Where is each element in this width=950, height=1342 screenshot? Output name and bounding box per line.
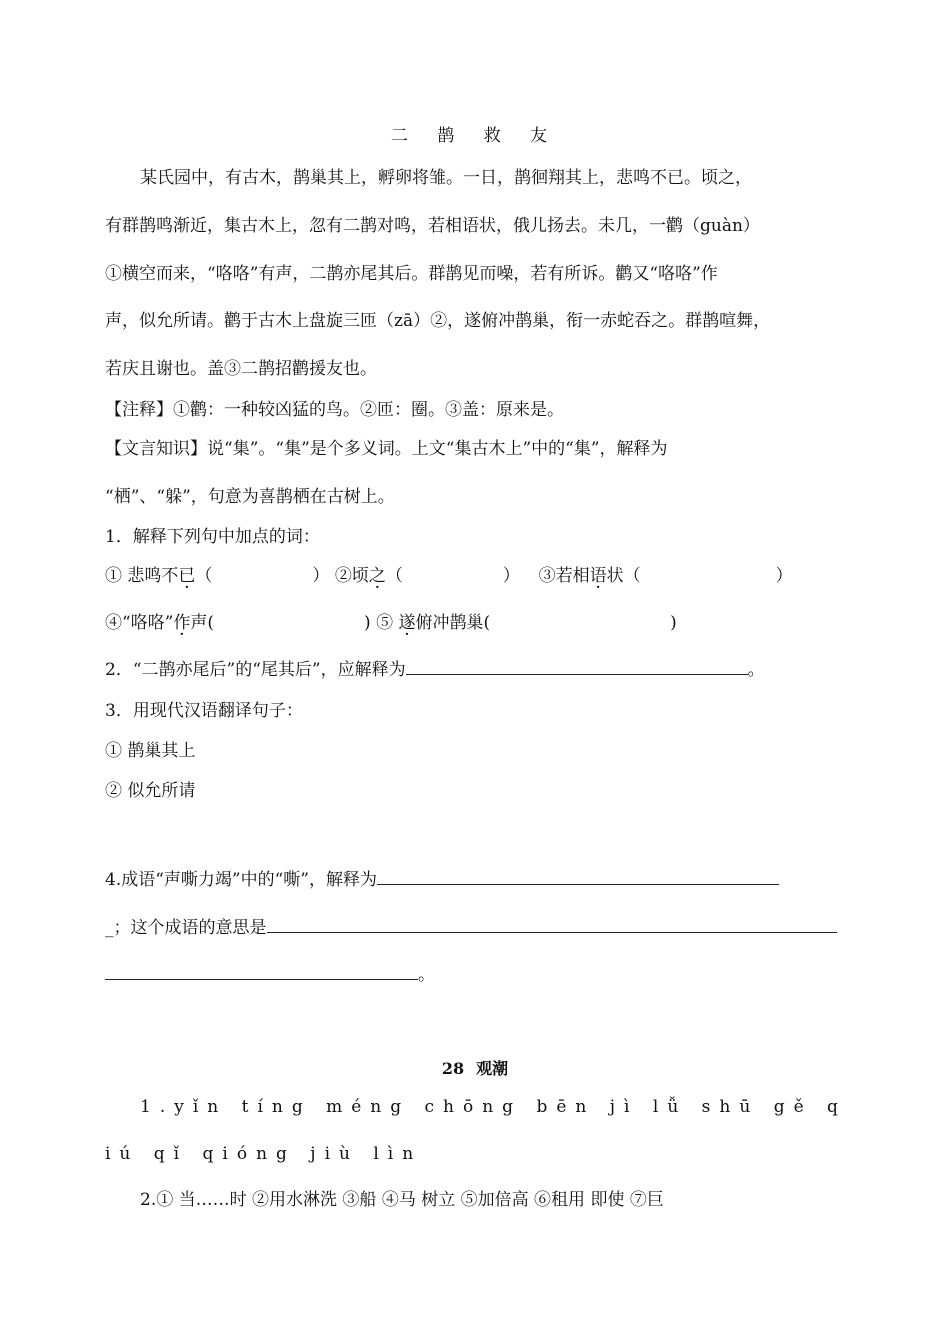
question-3-item-1: ① 鹊巢其上 — [105, 741, 196, 761]
q2-answer-blank[interactable] — [406, 658, 748, 675]
story-line-2: 有群鹊鸣渐近，集古木上，忽有二鹊对鸣，若相语状，俄儿扬去。未几，一鹳（guàn） — [105, 216, 760, 236]
question-3-prompt: 3．用现代汉语翻译句子： — [105, 701, 303, 721]
story-line-4: 声，似允所请。鹳于古木上盘旋三匝（zā）②，遂俯冲鹊巢，衔一赤蛇吞之。群鹊喧舞， — [105, 311, 771, 331]
notes: 【注释】①鹳：一种较凶猛的鸟。②匝：圈。③盖：原来是。 — [105, 400, 564, 420]
answer-1-line-1: 1.yǐn tíng méng chōng bēn jì lǚ shū gě q — [140, 1097, 847, 1117]
question-3-item-2: ② 似允所请 — [105, 781, 196, 801]
question-1-row-2 — [105, 608, 677, 633]
answers-title: 28 观潮 — [441, 1059, 509, 1078]
knowledge-line-1: 【文言知识】说“集”。“集”是个多义词。上文“集古木上”中的“集”，解释为 — [105, 439, 668, 459]
q4-answer-blank-2[interactable] — [267, 916, 837, 933]
question-2: 2．“二鹊亦尾后”的“尾其后”，应解释为 。 — [105, 660, 765, 680]
question-4: 4.成语“声嘶力竭”中的“嘶”，解释为 — [105, 865, 779, 890]
story-line-5: 若庆且谢也。盖③二鹊招鹳援友也。 — [105, 359, 377, 379]
question-1-row-1 — [105, 561, 793, 586]
answer-2: 2.① 当……时 ②用水淋洗 ③船 ④马 树立 ⑤加倍高 ⑥租用 即使 ⑦巨 — [140, 1190, 664, 1210]
q4-answer-blank-3[interactable] — [105, 963, 418, 980]
story-title: 二 鹊 救 友 — [390, 126, 560, 146]
q4-answer-blank-1[interactable] — [377, 868, 779, 885]
q1-item-d: ④“咯咯”作声( ) — [105, 613, 371, 633]
q1-item-a: ① 悲鸣不已（ ） — [105, 566, 330, 586]
knowledge-line-2: “栖”、“躲”，句意为喜鹊栖在古树上。 — [105, 487, 395, 507]
question-1-prompt: 1．解释下列句中加点的词： — [105, 527, 320, 547]
q1-item-b: ②顷之（ ） — [334, 566, 520, 586]
question-4-line-3: 。 — [105, 960, 435, 985]
answer-1-line-2: iú qǐ qióng jiù lìn — [105, 1144, 423, 1164]
q1-item-c: ③若相语状（ ） — [538, 566, 793, 586]
question-4-line-2: _；这个成语的意思是 — [105, 913, 837, 938]
story-line-1: 某氏园中，有古木，鹊巢其上，孵卵将雏。一日，鹊徊翔其上，悲鸣不已。顷之， — [140, 168, 752, 188]
q1-item-e: ⑤ 遂俯冲鹊巢( ) — [376, 613, 677, 633]
story-line-3: ①横空而来，“咯咯”有声，二鹊亦尾其后。群鹊见而噪，若有所诉。鹳又“咯咯”作 — [105, 264, 718, 284]
